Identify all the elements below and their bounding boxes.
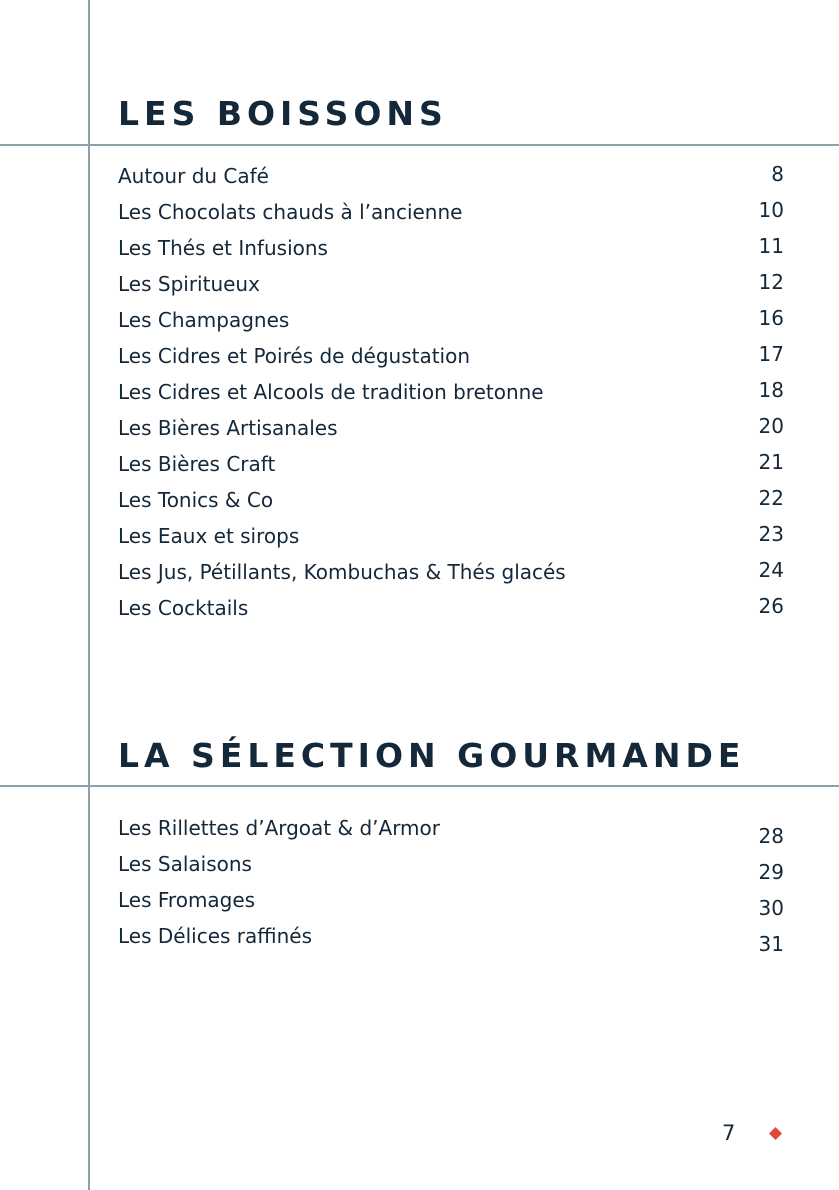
toc-entry-label: Autour du Café — [118, 164, 269, 188]
toc-entry-label: Les Chocolats chauds à l’ancienne — [118, 200, 463, 224]
diamond-icon — [769, 1127, 782, 1140]
toc-entry-label: Les Thés et Infusions — [118, 236, 328, 260]
toc-entry-page: 12 — [758, 270, 784, 294]
toc-entry-label: Les Cidres et Poirés de dégustation — [118, 344, 471, 368]
toc-entry-label: Les Jus, Pétillants, Kombuchas & Thés glacés — [118, 560, 566, 584]
toc-entry[interactable] — [118, 380, 784, 416]
toc-entry-label: Les Champagnes — [118, 308, 290, 332]
toc-entry-label: Les Bières Craft — [118, 452, 276, 476]
toc-entry[interactable] — [118, 416, 784, 452]
toc-entry[interactable] — [118, 524, 784, 560]
toc-entry[interactable] — [118, 164, 784, 200]
toc-entry[interactable] — [118, 236, 784, 272]
toc-entry[interactable] — [118, 924, 784, 960]
toc-entry-page: 30 — [758, 896, 784, 920]
toc-entry-page: 28 — [758, 824, 784, 848]
toc-entry-page: 26 — [758, 594, 784, 618]
toc-entry[interactable] — [118, 272, 784, 308]
section-divider-boissons — [0, 144, 839, 146]
toc-entry[interactable] — [118, 200, 784, 236]
toc-entry-page: 11 — [758, 234, 784, 258]
toc-entry-page: 8 — [771, 162, 784, 186]
toc-entry-page: 22 — [758, 486, 784, 510]
vertical-rule — [88, 0, 90, 1190]
section-title-boissons: LES BOISSONS — [118, 94, 448, 133]
toc-entry-label: Les Cocktails — [118, 596, 249, 620]
toc-entry-page: 29 — [758, 860, 784, 884]
toc-entry-label: Les Tonics & Co — [118, 488, 274, 512]
page-number: 7 — [722, 1121, 736, 1145]
toc-entry[interactable] — [118, 488, 784, 524]
toc-entry-page: 20 — [758, 414, 784, 438]
section-divider-gourmande — [0, 785, 839, 787]
toc-entry-label: Les Eaux et sirops — [118, 524, 300, 548]
toc-entry-page: 17 — [758, 342, 784, 366]
toc-entry-page: 16 — [758, 306, 784, 330]
toc-entry[interactable] — [118, 888, 784, 924]
toc-entry-label: Les Fromages — [118, 888, 256, 912]
toc-entry[interactable] — [118, 560, 784, 596]
toc-entry-label: Les Cidres et Alcools de tradition bretonne — [118, 380, 544, 404]
toc-entry-page: 31 — [758, 932, 784, 956]
toc-entry-label: Les Bières Artisanales — [118, 416, 338, 440]
toc-list-gourmande — [118, 816, 784, 960]
toc-entry[interactable] — [118, 308, 784, 344]
section-title-gourmande: LA SÉLECTION GOURMANDE — [118, 736, 746, 775]
toc-entry-page: 18 — [758, 378, 784, 402]
toc-entry[interactable] — [118, 452, 784, 488]
toc-entry-page: 21 — [758, 450, 784, 474]
toc-entry-label: Les Spiritueux — [118, 272, 260, 296]
toc-entry-page: 24 — [758, 558, 784, 582]
toc-entry[interactable] — [118, 852, 784, 888]
toc-entry-label: Les Salaisons — [118, 852, 252, 876]
toc-entry-label: Les Rillettes d’Argoat & d’Armor — [118, 816, 441, 840]
toc-entry[interactable] — [118, 596, 784, 632]
toc-list-boissons — [118, 164, 784, 632]
toc-entry-page: 10 — [758, 198, 784, 222]
toc-entry[interactable] — [118, 344, 784, 380]
toc-entry[interactable] — [118, 816, 784, 852]
toc-entry-label: Les Délices raffinés — [118, 924, 312, 948]
toc-entry-page: 23 — [758, 522, 784, 546]
